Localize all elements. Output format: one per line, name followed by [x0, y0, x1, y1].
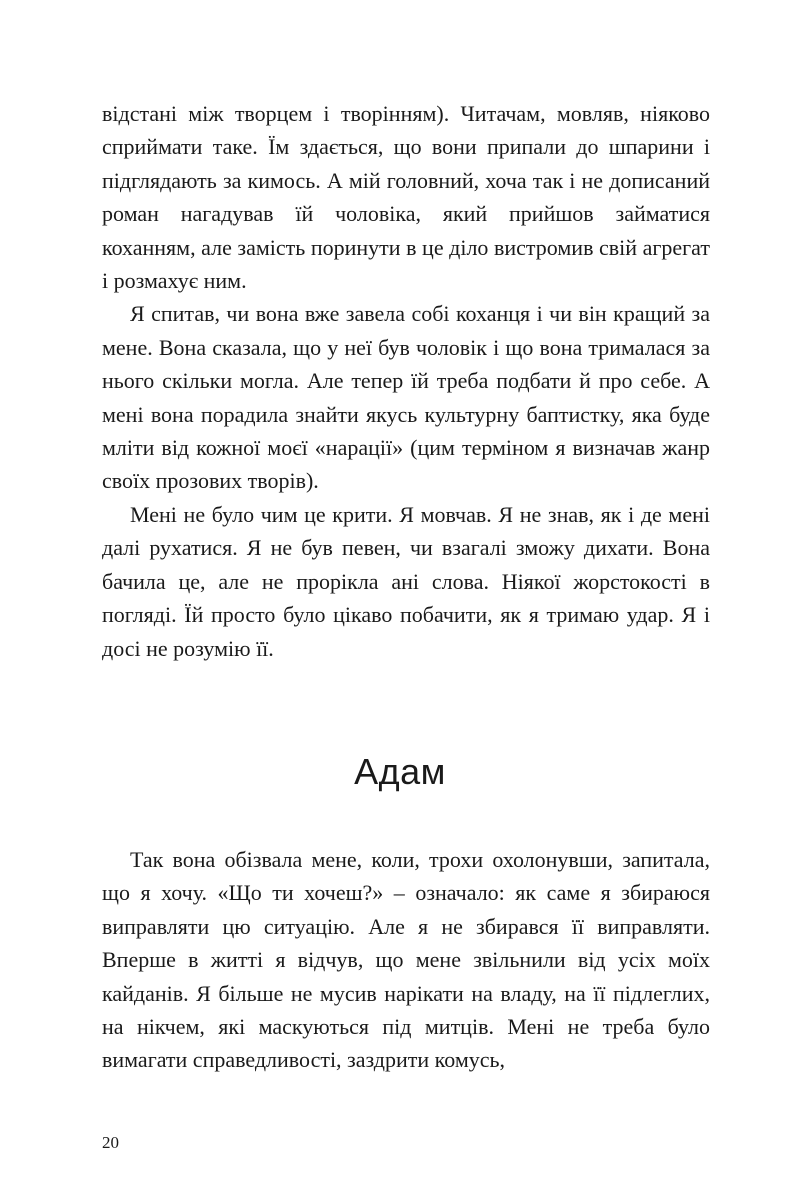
- paragraph: Так вона обізвала мене, коли, трохи охолонувши, запитала, що я хочу. «Що ти хочеш?» – означало: як саме я збираюся виправляти цю ситуацію. Але я не збирався її виправляти. Вперше в житті я відчув, що мене звільнили від усіх моїх кайданів. Я більше не мусив нарікати на владу, на її підлеглих, на нікчем, які маскуються під митців. Мені не треба було вимагати справедливості, заздрити комусь,: [102, 847, 710, 1073]
- chapter-title: Адам: [354, 751, 446, 792]
- body-text-top: [102, 97, 710, 665]
- paragraph: Мені не було чим це крити. Я мовчав. Я не знав, як і де мені далі рухатися. Я не був певен, чи взагалі зможу дихати. Вона бачила це, але не прорікла ані слова. Ніякої жорстокості в погляді. Їй просто було цікаво побачити, як я тримаю удар. Я і досі не розумію її.: [102, 501, 710, 661]
- page-number: 20: [102, 1133, 119, 1152]
- paragraph-continuation: відстані між творцем і творінням). Читачам, мовляв, ніяково сприймати таке. Їм здається, що вони припали до шпарини і підглядають за кимось. А мій головний, хоча так і не дописаний роман нагадував їй чоловіка, який прийшов займатися коханням, але замість поринути в це діло вистромив свій агрегат і розмахує ним.: [102, 101, 710, 294]
- paragraph: Я спитав, чи вона вже завела собі коханця і чи він кращий за мене. Вона сказала, що у неї був чоловік і що вона трималася за нього скільки могла. Але тепер їй треба подбати й про себе. А мені вона порадила знайти якусь культурну баптистку, яка буде мліти від кожної моєї «нарації» (цим терміном я визначав жанр своїх прозових творів).: [102, 301, 710, 494]
- body-text-bottom: [102, 843, 710, 1077]
